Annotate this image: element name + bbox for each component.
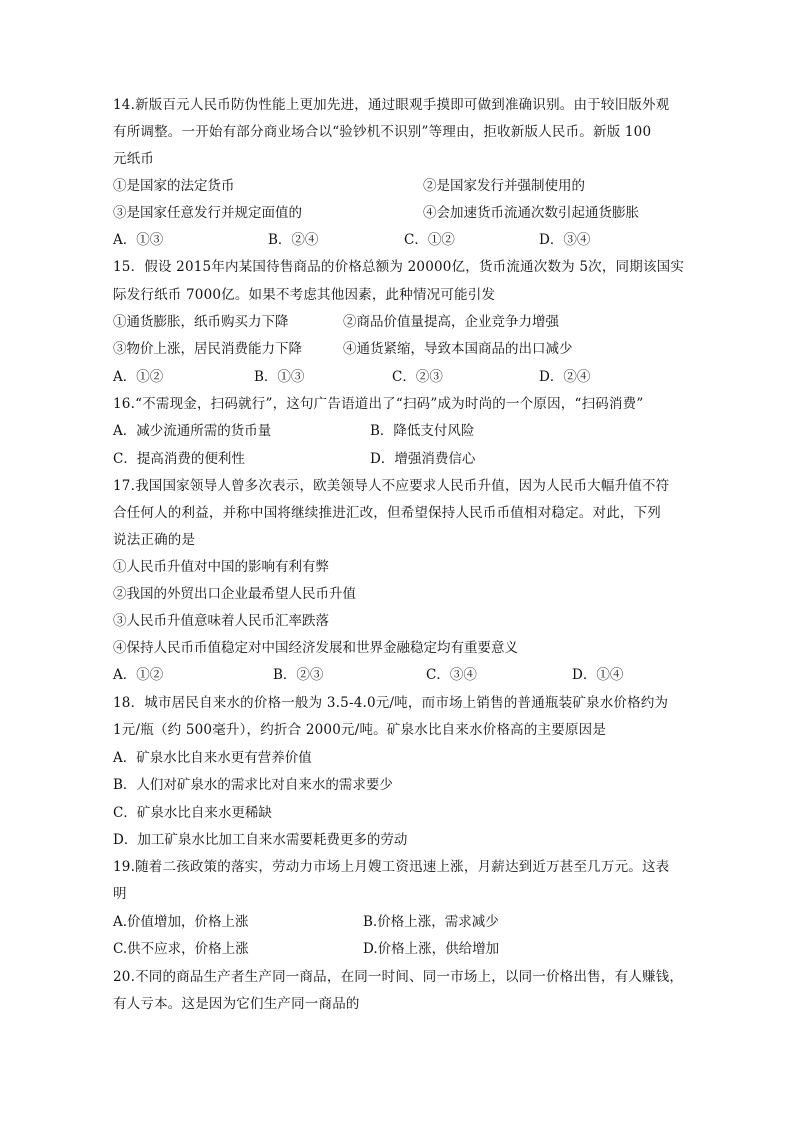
option-c: C．②③ [392,369,443,385]
option-b: B．人们对矿泉水的需求比对自来水的需求要少 [113,777,393,793]
option-a: A．①② [113,369,164,385]
option-b: B.价格上涨，需求减少 [363,914,499,930]
question-stem-line: 元纸币 [113,151,155,167]
statement-4: ④通货紧缩，导致本国商品的出口减少 [343,341,573,357]
question-stem-line: 16.“不需现金，扫码就行”，这句广告语道出了“扫码”成为时尚的一个原因，“扫码消费” [113,396,644,412]
question-stem-line: 1元/瓶（约 500毫升），约折合 2000元/吨。矿泉水比自来水价格高的主要原因是 [113,722,607,738]
question-stem-line: 明 [113,886,127,902]
option-a: A．矿泉水比自来水更有营养价值 [113,750,312,766]
statement-2: ②商品价值量提高，企业竞争力增强 [343,314,559,330]
option-c: C．③④ [426,667,477,683]
question-stem-line: 18．城市居民自来水的价格一般为 3.5-4.0元/吨，而市场上销售的普通瓶装矿泉水价格约为 [113,695,669,711]
option-b: B．①③ [254,369,305,385]
statement-2: ②我国的外贸出口企业最希望人民币升值 [113,586,356,602]
option-a: A．①③ [113,232,164,248]
question-stem-line: 际发行纸币 7000亿。如果不考虑其他因素，此种情况可能引发 [113,287,496,303]
option-d: D．③④ [539,232,591,248]
option-a: A.价值增加，价格上涨 [113,914,249,930]
option-d: D．①④ [572,667,624,683]
question-stem-line: 17.我国国家领导人曾多次表示，欧美领导人不应要求人民币升值，因为人民币大幅升值不符 [113,478,670,494]
option-c: C．①② [404,232,455,248]
statement-1: ①通货膨胀，纸币购买力下降 [113,314,289,330]
option-d: D.价格上涨，供给增加 [363,941,500,957]
option-d: D．加工矿泉水比加工自来水需要耗费更多的劳动 [113,832,408,848]
question-stem-line: 19.随着二孩政策的落实，劳动力市场上月嫂工资迅速上涨，月薪达到近万甚至几万元。这表 [113,859,670,875]
statement-4: ④保持人民币币值稳定对中国经济发展和世界金融稳定均有重要意义 [113,640,518,656]
option-c: C.供不应求，价格上涨 [113,941,249,957]
statement-1: ①是国家的法定货币 [113,178,235,194]
option-d: D．②④ [539,369,591,385]
statement-3: ③物价上涨，居民消费能力下降 [113,341,302,357]
statement-2: ②是国家发行并强制使用的 [423,178,585,194]
statement-3: ③是国家任意发行并规定面值的 [113,205,302,221]
question-stem-line: 15．假设 2015年内某国待售商品的价格总额为 20000亿，货币流通次数为 5次，同期该国实 [113,259,685,275]
option-a: A．①② [113,667,164,683]
option-b: B．降低支付风险 [370,423,475,439]
option-b: B．②④ [268,232,319,248]
option-b: B．②③ [273,667,324,683]
option-a: A．减少流通所需的货币量 [113,423,272,439]
statement-1: ①人民币升值对中国的影响有利有弊 [113,559,329,575]
option-c: C．提高消费的便利性 [113,451,245,467]
question-stem-line: 有所调整。一开始有部分商业场合以“验钞机不识别”等理由，拒收新版人民币。新版 100 [113,124,652,140]
option-d: D．增强消费信心 [370,451,476,467]
question-stem-line: 14.新版百元人民币防伪性能上更加先进，通过眼观手摸即可做到准确识别。由于较旧版外观 [113,97,670,113]
question-stem-line: 有人亏本。这是因为它们生产同一商品的 [113,996,360,1012]
question-stem-line: 说法正确的是 [113,532,196,548]
statement-3: ③人民币升值意味着人民币汇率跌落 [113,613,329,629]
statement-4: ④会加速货币流通次数引起通货膨胀 [423,205,639,221]
question-stem-line: 合任何人的利益，并称中国将继续推进汇改，但希望保持人民币币值相对稳定。对此，下列 [113,505,661,521]
option-c: C．矿泉水比自来水更稀缺 [113,805,272,821]
question-stem-line: 20.不同的商品生产者生产同一商品，在同一时间、同一市场上，以同一价格出售，有人赚钱， [113,969,684,985]
